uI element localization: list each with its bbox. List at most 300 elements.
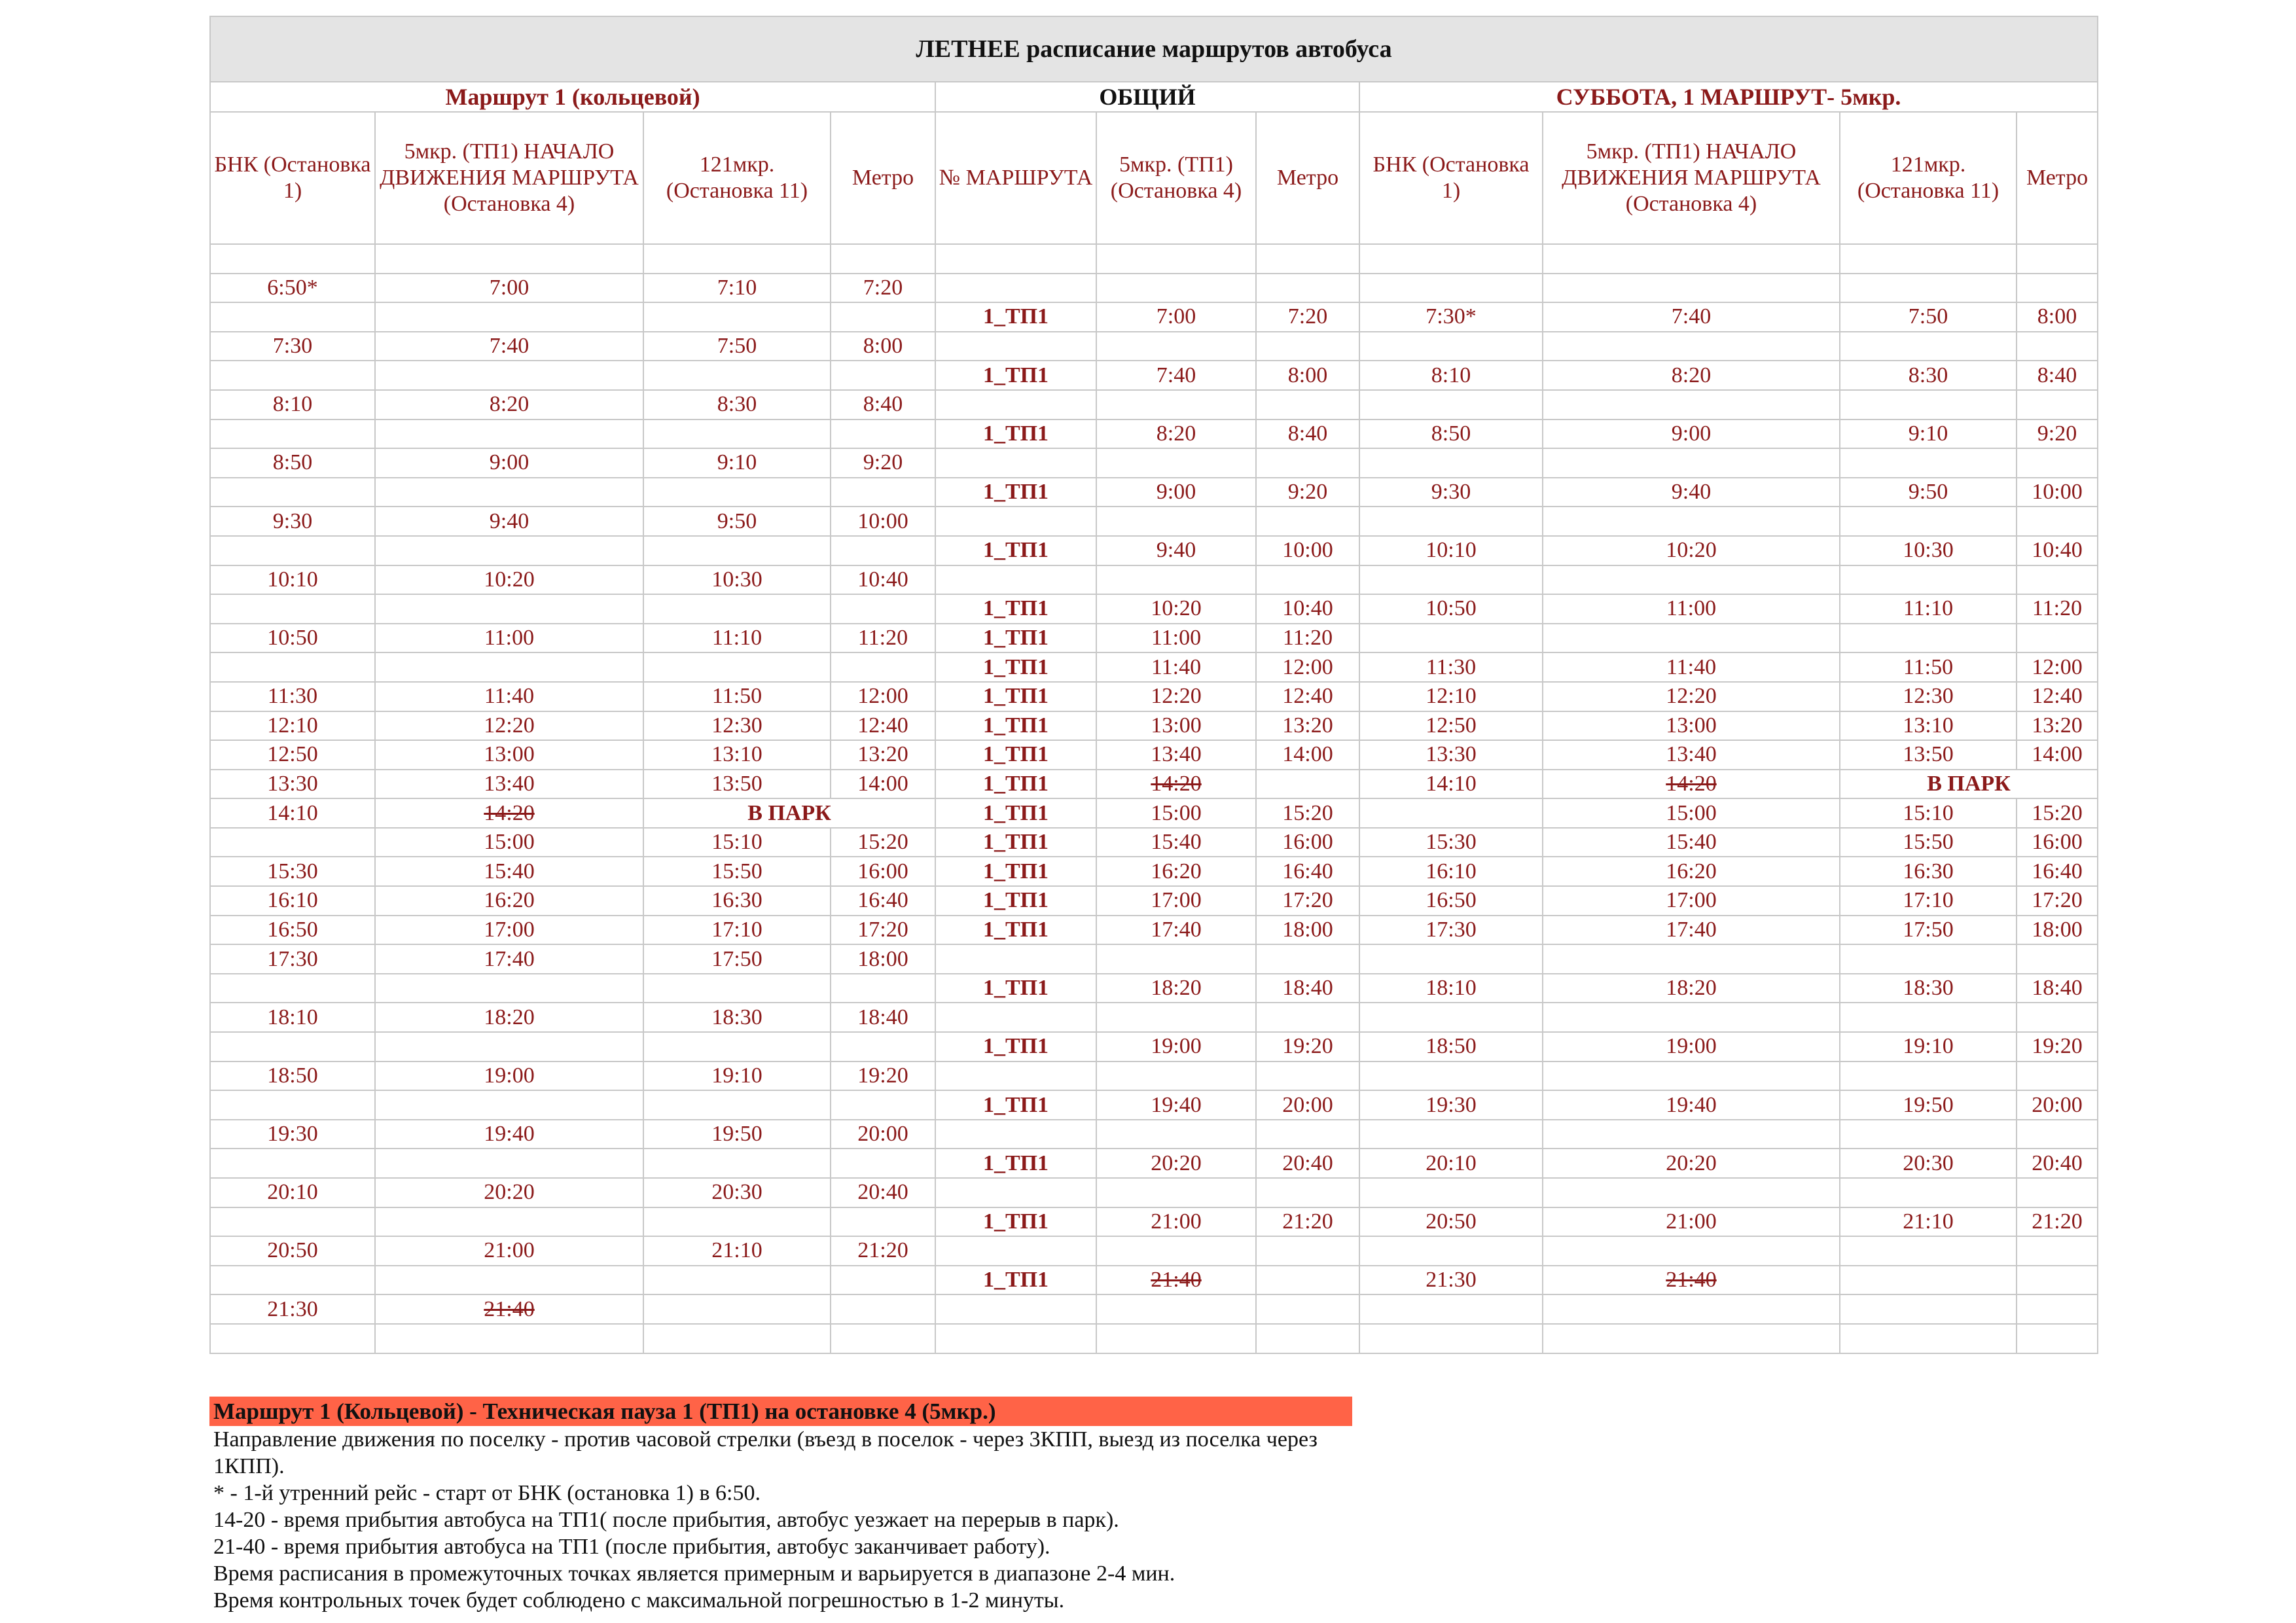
table-cell: 18:40 xyxy=(831,1003,935,1032)
table-cell: 10:40 xyxy=(1256,594,1359,624)
table-cell: 12:20 xyxy=(375,711,643,741)
table-cell xyxy=(1256,332,1359,361)
table-cell: 20:30 xyxy=(1840,1149,2017,1178)
table-cell xyxy=(210,1032,375,1061)
table-cell xyxy=(1256,1178,1359,1207)
table-cell: 17:20 xyxy=(1256,886,1359,916)
table-cell xyxy=(2017,624,2098,653)
table-row xyxy=(210,536,2098,565)
table-cell: 11:50 xyxy=(1840,652,2017,682)
table-cell xyxy=(831,1324,935,1353)
table-cell: 15:30 xyxy=(1359,828,1543,857)
table-cell xyxy=(831,1207,935,1237)
table-cell xyxy=(1256,244,1359,274)
table-cell xyxy=(375,419,643,449)
table-cell: 18:40 xyxy=(2017,974,2098,1003)
table-row xyxy=(210,1032,2098,1061)
table-cell xyxy=(935,565,1096,595)
table-cell: 19:20 xyxy=(2017,1032,2098,1061)
table-cell xyxy=(831,1294,935,1324)
table-cell xyxy=(831,419,935,449)
table-cell: 7:00 xyxy=(1096,302,1256,332)
route-cell: 1_ТП1 xyxy=(935,302,1096,332)
table-row xyxy=(210,798,2098,828)
table-cell: 15:00 xyxy=(375,828,643,857)
table-cell xyxy=(1359,1178,1543,1207)
table-cell xyxy=(831,302,935,332)
table-cell xyxy=(210,828,375,857)
table-cell: 17:20 xyxy=(2017,886,2098,916)
route-cell: 1_ТП1 xyxy=(935,974,1096,1003)
table-cell xyxy=(1543,274,1840,303)
route-cell: 1_ТП1 xyxy=(935,419,1096,449)
route-cell: 1_ТП1 xyxy=(935,828,1096,857)
table-cell xyxy=(1256,565,1359,595)
table-cell: 14:20 xyxy=(1096,770,1256,799)
table-cell xyxy=(1256,390,1359,419)
route-cell: 1_ТП1 xyxy=(935,770,1096,799)
table-cell: 19:00 xyxy=(1096,1032,1256,1061)
table-cell xyxy=(1543,1324,1840,1353)
table-row xyxy=(210,1266,2098,1295)
table-cell xyxy=(1256,1266,1359,1295)
table-cell: 18:40 xyxy=(1256,974,1359,1003)
table-cell xyxy=(2017,1324,2098,1353)
table-cell xyxy=(375,1324,643,1353)
table-row xyxy=(210,857,2098,886)
table-cell: 21:00 xyxy=(1096,1207,1256,1237)
table-row xyxy=(210,1120,2098,1149)
table-cell xyxy=(2017,1236,2098,1266)
table-cell: 16:20 xyxy=(1543,857,1840,886)
table-cell xyxy=(2017,1061,2098,1091)
table-cell xyxy=(935,1120,1096,1149)
table-cell xyxy=(643,536,831,565)
table-cell xyxy=(1543,507,1840,536)
table-cell xyxy=(643,1294,831,1324)
table-cell xyxy=(831,478,935,507)
table-row xyxy=(210,740,2098,770)
note-line: 14-20 - время прибытия автобуса на ТП1( после прибытия, автобус уезжает на перерыв в парк). xyxy=(213,1508,1119,1532)
table-cell xyxy=(831,361,935,390)
table-cell: 14:10 xyxy=(1359,770,1543,799)
table-cell: 19:20 xyxy=(831,1061,935,1091)
table-cell xyxy=(1096,332,1256,361)
table-cell xyxy=(1840,1178,2017,1207)
table-cell xyxy=(1359,1324,1543,1353)
table-cell: 21:20 xyxy=(831,1236,935,1266)
table-cell xyxy=(1543,244,1840,274)
col-header: 5мкр. (ТП1) НАЧАЛО ДВИЖЕНИЯ МАРШРУТА (Остановка 4) xyxy=(375,112,643,244)
table-cell xyxy=(643,1032,831,1061)
table-cell: 12:00 xyxy=(2017,652,2098,682)
table-cell: 16:50 xyxy=(1359,886,1543,916)
table-cell: 21:00 xyxy=(1543,1207,1840,1237)
table-cell xyxy=(1840,1003,2017,1032)
table-cell: 10:30 xyxy=(643,565,831,595)
table-cell xyxy=(1840,507,2017,536)
table-cell: 15:40 xyxy=(1096,828,1256,857)
table-cell: 14:10 xyxy=(210,798,375,828)
table-cell: 11:30 xyxy=(210,682,375,711)
table-cell: 17:10 xyxy=(1840,886,2017,916)
table-cell: 8:50 xyxy=(210,448,375,478)
table-cell: 18:00 xyxy=(2017,916,2098,945)
group-route1: Маршрут 1 (кольцевой) xyxy=(210,82,935,112)
table-cell xyxy=(210,536,375,565)
table-cell xyxy=(935,448,1096,478)
table-cell: 9:10 xyxy=(643,448,831,478)
table-row xyxy=(210,361,2098,390)
table-cell xyxy=(831,974,935,1003)
table-cell: 18:00 xyxy=(831,944,935,974)
table-cell: 13:30 xyxy=(210,770,375,799)
table-cell xyxy=(1359,565,1543,595)
table-cell xyxy=(1840,1266,2017,1295)
col-header: БНК (Остановка 1) xyxy=(1359,112,1543,244)
table-cell xyxy=(1543,332,1840,361)
table-cell xyxy=(1543,448,1840,478)
table-cell: 13:00 xyxy=(1096,711,1256,741)
table-cell: 9:40 xyxy=(375,507,643,536)
table-cell: 16:00 xyxy=(1256,828,1359,857)
table-cell: 9:40 xyxy=(1543,478,1840,507)
table-cell: 15:00 xyxy=(1543,798,1840,828)
table-cell: 18:20 xyxy=(375,1003,643,1032)
table-cell: 7:30* xyxy=(1359,302,1543,332)
table-cell: 7:20 xyxy=(831,274,935,303)
table-cell xyxy=(831,1090,935,1120)
table-row xyxy=(210,652,2098,682)
table-cell: 12:40 xyxy=(1256,682,1359,711)
table-cell xyxy=(831,1149,935,1178)
route-cell: 1_ТП1 xyxy=(935,624,1096,653)
table-cell: 21:40 xyxy=(1543,1266,1840,1295)
table-row xyxy=(210,1090,2098,1120)
table-cell: 17:30 xyxy=(210,944,375,974)
route-cell: 1_ТП1 xyxy=(935,886,1096,916)
table-cell: 11:30 xyxy=(1359,652,1543,682)
table-row xyxy=(210,1149,2098,1178)
table-cell xyxy=(1543,565,1840,595)
table-cell: 19:40 xyxy=(375,1120,643,1149)
table-cell: 15:20 xyxy=(1256,798,1359,828)
table-cell xyxy=(1359,332,1543,361)
table-cell: 13:40 xyxy=(1543,740,1840,770)
table-cell: 21:40 xyxy=(1096,1266,1256,1295)
table-cell: 9:30 xyxy=(1359,478,1543,507)
table-cell: 13:50 xyxy=(643,770,831,799)
park-cell: В ПАРК xyxy=(1840,770,2098,799)
table-cell xyxy=(2017,244,2098,274)
table-cell xyxy=(1543,1236,1840,1266)
table-cell xyxy=(2017,274,2098,303)
table-cell xyxy=(1359,624,1543,653)
table-row xyxy=(210,1207,2098,1237)
table-cell xyxy=(210,1090,375,1120)
table-cell xyxy=(935,507,1096,536)
table-cell: 18:30 xyxy=(643,1003,831,1032)
table-cell xyxy=(1256,1294,1359,1324)
table-cell xyxy=(1256,1061,1359,1091)
table-cell: 19:00 xyxy=(375,1061,643,1091)
table-cell: 13:50 xyxy=(1840,740,2017,770)
table-cell xyxy=(831,594,935,624)
table-cell: 19:20 xyxy=(1256,1032,1359,1061)
table-cell: 8:50 xyxy=(1359,419,1543,449)
table-cell xyxy=(1840,624,2017,653)
table-cell: 13:40 xyxy=(375,770,643,799)
table-cell xyxy=(935,244,1096,274)
table-cell xyxy=(831,244,935,274)
table-row xyxy=(210,448,2098,478)
table-cell xyxy=(210,244,375,274)
table-cell: 9:00 xyxy=(375,448,643,478)
table-cell: 11:10 xyxy=(643,624,831,653)
table-cell xyxy=(1096,1236,1256,1266)
note-line: Время контрольных точек будет соблюдено с максимальной погрешностью в 1-2 минуты. xyxy=(213,1588,1065,1613)
table-cell xyxy=(375,1032,643,1061)
table-cell: 13:10 xyxy=(643,740,831,770)
table-cell: 10:50 xyxy=(210,624,375,653)
table-cell: 17:30 xyxy=(1359,916,1543,945)
table-cell: 8:10 xyxy=(210,390,375,419)
table-cell: 17:50 xyxy=(643,944,831,974)
table-cell xyxy=(375,478,643,507)
table-cell xyxy=(2017,565,2098,595)
schedule-sheet xyxy=(209,16,2097,1354)
table-cell xyxy=(643,1090,831,1120)
table-cell: 14:00 xyxy=(831,770,935,799)
table-cell: 7:40 xyxy=(1096,361,1256,390)
table-cell xyxy=(210,1149,375,1178)
table-cell: 17:00 xyxy=(375,916,643,945)
table-cell: 20:00 xyxy=(1256,1090,1359,1120)
table-cell xyxy=(1096,244,1256,274)
table-cell xyxy=(210,1207,375,1237)
table-cell xyxy=(1840,1061,2017,1091)
table-cell: 16:40 xyxy=(831,886,935,916)
table-cell xyxy=(375,302,643,332)
table-cell xyxy=(210,419,375,449)
table-cell: 8:40 xyxy=(831,390,935,419)
table-cell xyxy=(1096,565,1256,595)
table-cell xyxy=(210,1266,375,1295)
route-cell: 1_ТП1 xyxy=(935,916,1096,945)
table-cell xyxy=(1359,1236,1543,1266)
table-cell xyxy=(1096,274,1256,303)
table-cell: 11:40 xyxy=(1096,652,1256,682)
table-cell xyxy=(643,244,831,274)
table-cell: 10:00 xyxy=(1256,536,1359,565)
table-cell: 16:00 xyxy=(2017,828,2098,857)
table-cell: 8:30 xyxy=(643,390,831,419)
table-row xyxy=(210,419,2098,449)
table-cell: 9:50 xyxy=(1840,478,2017,507)
table-cell: 15:50 xyxy=(1840,828,2017,857)
table-cell: 9:00 xyxy=(1096,478,1256,507)
table-cell xyxy=(1543,1294,1840,1324)
table-row xyxy=(210,1003,2098,1032)
table-cell: 17:10 xyxy=(643,916,831,945)
table-cell xyxy=(210,594,375,624)
table-row xyxy=(210,1236,2098,1266)
table-cell: 12:10 xyxy=(1359,682,1543,711)
table-cell: 15:40 xyxy=(375,857,643,886)
table-cell: 16:30 xyxy=(643,886,831,916)
table-cell: 19:50 xyxy=(643,1120,831,1149)
table-cell xyxy=(1359,448,1543,478)
table-cell: 15:20 xyxy=(831,828,935,857)
table-cell: 16:20 xyxy=(375,886,643,916)
table-cell: 11:20 xyxy=(2017,594,2098,624)
table-cell xyxy=(375,594,643,624)
table-cell xyxy=(935,1061,1096,1091)
table-cell: 15:30 xyxy=(210,857,375,886)
table-cell: 19:50 xyxy=(1840,1090,2017,1120)
table-cell xyxy=(375,1149,643,1178)
table-cell: 11:10 xyxy=(1840,594,2017,624)
route-cell: 1_ТП1 xyxy=(935,652,1096,682)
table-row xyxy=(210,711,2098,741)
table-cell xyxy=(1543,390,1840,419)
route-cell: 1_ТП1 xyxy=(935,857,1096,886)
table-cell xyxy=(643,1149,831,1178)
table-cell xyxy=(1840,1236,2017,1266)
table-cell xyxy=(1840,448,2017,478)
table-row xyxy=(210,390,2098,419)
table-cell xyxy=(1840,1294,2017,1324)
table-cell xyxy=(1096,1294,1256,1324)
table-cell: 20:40 xyxy=(831,1178,935,1207)
table-cell xyxy=(1840,1120,2017,1149)
table-cell xyxy=(1840,565,2017,595)
table-cell xyxy=(1359,244,1543,274)
table-cell xyxy=(1096,1324,1256,1353)
table-cell: 20:10 xyxy=(1359,1149,1543,1178)
table-cell xyxy=(1096,1178,1256,1207)
table-cell xyxy=(1840,274,2017,303)
route-cell: 1_ТП1 xyxy=(935,478,1096,507)
table-cell xyxy=(375,536,643,565)
table-cell xyxy=(831,1032,935,1061)
table-cell: 17:40 xyxy=(375,944,643,974)
table-cell xyxy=(1359,274,1543,303)
table-cell xyxy=(1096,390,1256,419)
group-saturday: СУББОТА, 1 МАРШРУТ- 5мкр. xyxy=(1359,82,2098,112)
table-cell: 15:00 xyxy=(1096,798,1256,828)
table-cell: 17:00 xyxy=(1543,886,1840,916)
table-cell: 8:10 xyxy=(1359,361,1543,390)
table-cell: 10:20 xyxy=(1543,536,1840,565)
table-cell xyxy=(831,536,935,565)
table-cell xyxy=(1840,390,2017,419)
table-cell xyxy=(1359,1294,1543,1324)
table-cell: 10:20 xyxy=(1096,594,1256,624)
table-cell: 11:20 xyxy=(831,624,935,653)
table-cell: 7:40 xyxy=(375,332,643,361)
table-cell xyxy=(935,1294,1096,1324)
route-cell: 1_ТП1 xyxy=(935,740,1096,770)
table-cell xyxy=(935,1178,1096,1207)
table-cell: 10:40 xyxy=(831,565,935,595)
table-cell: 21:30 xyxy=(1359,1266,1543,1295)
table-cell: 8:20 xyxy=(375,390,643,419)
table-row xyxy=(210,478,2098,507)
table-cell xyxy=(935,390,1096,419)
table-cell xyxy=(2017,1294,2098,1324)
table-cell: 12:10 xyxy=(210,711,375,741)
table-cell xyxy=(935,274,1096,303)
table-cell: 12:40 xyxy=(2017,682,2098,711)
table-cell: 13:20 xyxy=(2017,711,2098,741)
table-row xyxy=(210,302,2098,332)
table-cell: 14:20 xyxy=(375,798,643,828)
route-cell: 1_ТП1 xyxy=(935,711,1096,741)
table-cell: 13:30 xyxy=(1359,740,1543,770)
table-cell: 6:50* xyxy=(210,274,375,303)
table-cell: 15:50 xyxy=(643,857,831,886)
note-line: 21-40 - время прибытия автобуса на ТП1 (после прибытия, автобус заканчивает работу). xyxy=(213,1535,1050,1559)
table-cell: 19:30 xyxy=(1359,1090,1543,1120)
table-cell: 8:00 xyxy=(2017,302,2098,332)
table-cell: 21:20 xyxy=(1256,1207,1359,1237)
route-cell: 1_ТП1 xyxy=(935,1266,1096,1295)
table-cell: 10:30 xyxy=(1840,536,2017,565)
route-cell: 1_ТП1 xyxy=(935,361,1096,390)
table-cell: 9:20 xyxy=(831,448,935,478)
table-cell: 12:50 xyxy=(210,740,375,770)
table-cell xyxy=(1359,798,1543,828)
table-row xyxy=(210,1324,2098,1353)
table-cell: 16:10 xyxy=(210,886,375,916)
table-cell xyxy=(1543,1178,1840,1207)
table-cell xyxy=(210,361,375,390)
table-cell xyxy=(1256,1324,1359,1353)
table-cell xyxy=(1543,1120,1840,1149)
table-cell xyxy=(643,594,831,624)
table-row xyxy=(210,974,2098,1003)
table-row xyxy=(210,944,2098,974)
table-cell: 10:00 xyxy=(831,507,935,536)
table-cell: 17:20 xyxy=(831,916,935,945)
table-cell xyxy=(1543,944,1840,974)
table-cell: 12:20 xyxy=(1543,682,1840,711)
table-row xyxy=(210,682,2098,711)
table-cell: 20:20 xyxy=(375,1178,643,1207)
table-cell xyxy=(1543,624,1840,653)
col-header: БНК (Остановка 1) xyxy=(210,112,375,244)
table-cell: 9:30 xyxy=(210,507,375,536)
table-row xyxy=(210,1294,2098,1324)
table-cell: 16:20 xyxy=(1096,857,1256,886)
table-cell xyxy=(935,1236,1096,1266)
table-cell xyxy=(2017,507,2098,536)
table-cell: 18:50 xyxy=(1359,1032,1543,1061)
table-cell xyxy=(1359,1003,1543,1032)
table-cell xyxy=(1096,1061,1256,1091)
table-cell: 20:50 xyxy=(210,1236,375,1266)
table-cell xyxy=(210,302,375,332)
table-cell: 20:30 xyxy=(643,1178,831,1207)
table-cell xyxy=(935,944,1096,974)
table-cell: 13:00 xyxy=(375,740,643,770)
route-cell: 1_ТП1 xyxy=(935,594,1096,624)
table-cell xyxy=(1543,1003,1840,1032)
table-cell xyxy=(643,1324,831,1353)
table-cell: 16:40 xyxy=(2017,857,2098,886)
route-cell: 1_ТП1 xyxy=(935,536,1096,565)
